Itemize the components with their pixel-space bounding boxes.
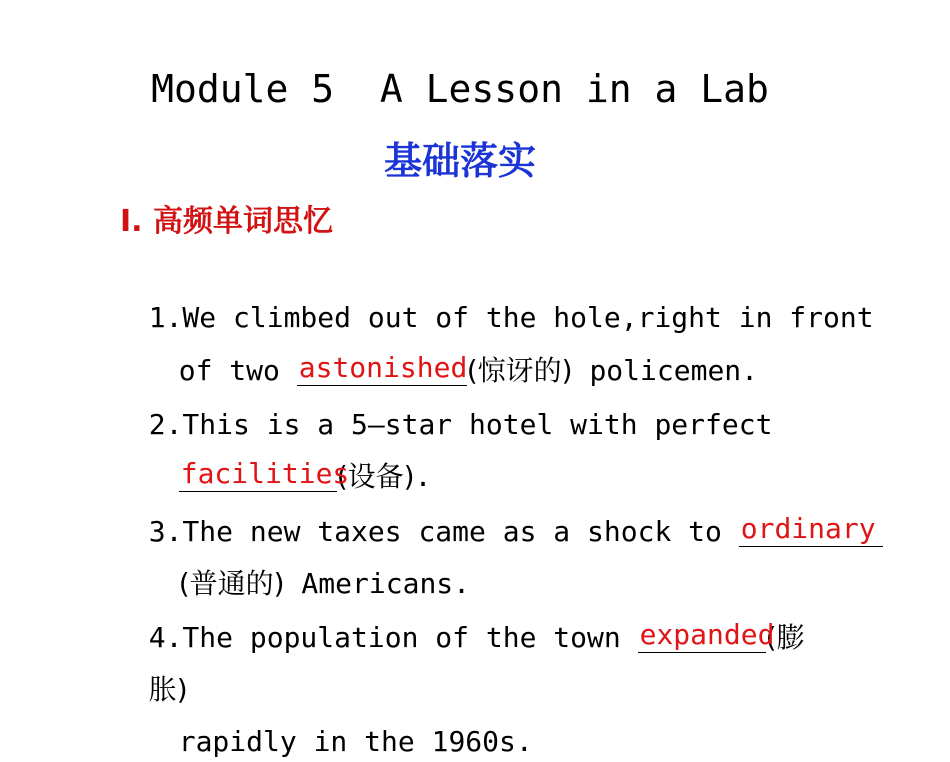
page-title: Module 5 A Lesson in a Lab	[151, 67, 769, 111]
item-4-text: 4.The population of the town	[148, 621, 638, 654]
item-4-blank[interactable]	[638, 618, 775, 653]
item-4-text-end: rapidly in the 1960s.	[178, 725, 533, 758]
item-4-hint-part-1: (膨	[765, 621, 805, 654]
page-subtitle: 基础落实	[383, 139, 536, 183]
item-4-answer: expanded	[639, 618, 775, 651]
item-3-text: 3.The new taxes came as a shock to	[148, 515, 739, 548]
item-4-line-1	[115, 578, 805, 658]
item-2-text: 2.This is a 5–star hotel with perfect	[148, 408, 773, 441]
item-1-text-pre: of two	[178, 354, 297, 387]
item-3-answer: ordinary	[740, 512, 876, 545]
item-1-hint: (惊讶的)	[466, 354, 573, 387]
item-4-line-3	[145, 682, 533, 762]
section-heading: Ⅰ. 高频单词思忆	[120, 204, 334, 239]
item-1-answer: astonished	[298, 351, 468, 384]
item-1-text: 1.We climbed out of the hole,right in front	[148, 301, 874, 334]
item-2-hint: (设备)	[336, 460, 415, 493]
item-3-hint: (普通的)	[178, 567, 285, 600]
item-3-text-post: Americans.	[284, 567, 471, 600]
item-4-hint-part-2: 胀)	[148, 673, 188, 706]
item-2-answer: facilities	[180, 457, 350, 490]
item-3-blank[interactable]	[739, 512, 883, 547]
item-1-text-post: policemen.	[572, 354, 759, 387]
item-2-text-post: .	[414, 460, 432, 493]
